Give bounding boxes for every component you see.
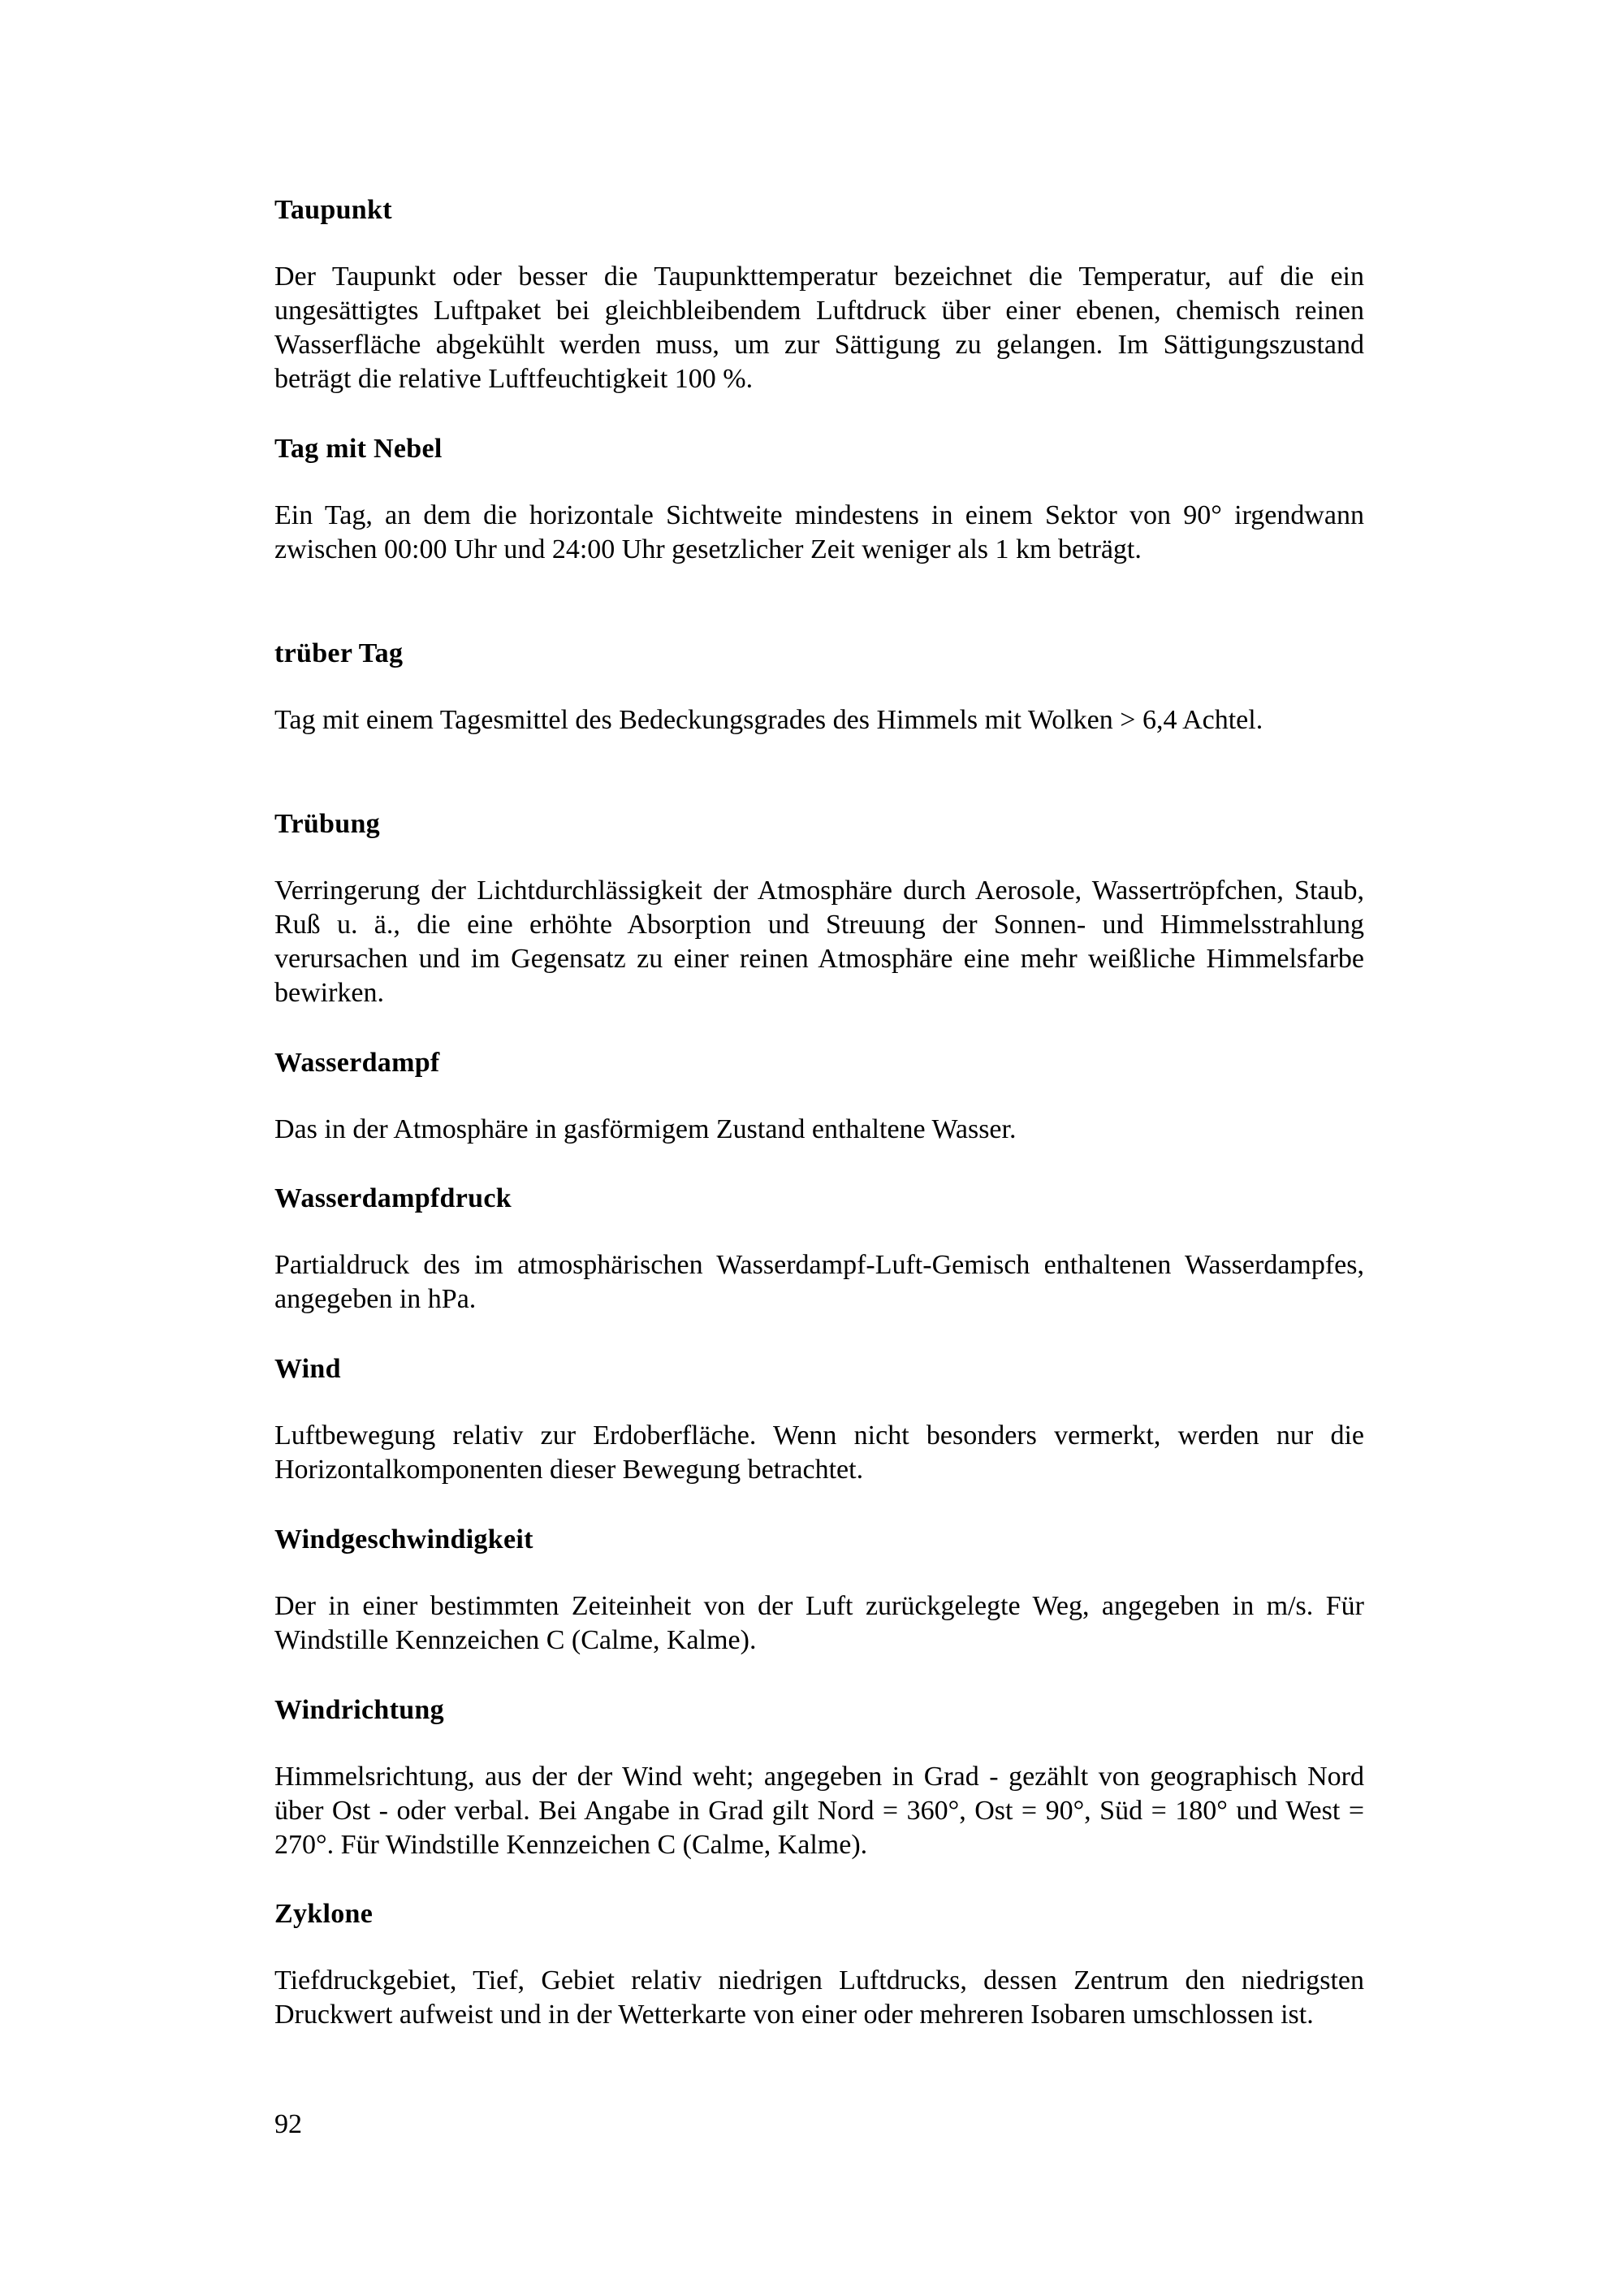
glossary-entry-windrichtung [274, 1693, 1364, 1862]
entry-term: Wasserdampfdruck [274, 1183, 512, 1213]
glossary-entry-trueber-tag [274, 637, 1364, 737]
entry-term: Windgeschwindigkeit [274, 1524, 533, 1554]
glossary-entry-windgeschwindigkeit [274, 1523, 1364, 1658]
entry-definition: Ein Tag, an dem die horizontale Sichtweite mindestens in einem Sektor von 90° irgendwann zwischen 00:00 Uhr und 24:00 Uhr gesetzlicher Zeit weniger als 1 km beträgt. [274, 500, 1364, 564]
entry-definition: Verringerung der Lichtdurchlässigkeit der Atmosphäre durch Aerosole, Wassertröpfchen, Staub, Ruß u. ä., die eine erhöhte Absorption und Streuung der Sonnen- und Himmelsstrahlung verursachen und im Gegensatz zu einer reinen Atmosphäre eine mehr weißliche Himmelsfarbe bewirken. [274, 876, 1364, 1008]
entry-term: Zyklone [274, 1899, 374, 1929]
glossary-entry-tag-mit-nebel [274, 432, 1364, 567]
glossary-entry-wasserdampfdruck [274, 1182, 1364, 1317]
entry-definition: Partialdruck des im atmosphärischen Wasserdampf-Luft-Gemisch enthaltenen Wasserdampfes, angegeben in hPa. [274, 1250, 1364, 1314]
entry-definition: Tag mit einem Tagesmittel des Bedeckungsgrades des Himmels mit Wolken > 6,4 Achtel. [274, 705, 1263, 735]
entry-term: trüber Tag [274, 638, 404, 668]
entry-definition: Das in der Atmosphäre in gasförmigem Zustand enthaltene Wasser. [274, 1114, 1017, 1144]
entry-term: Wasserdampf [274, 1048, 440, 1078]
glossary-entry-wind [274, 1352, 1364, 1487]
entry-term: Trübung [274, 809, 380, 839]
glossary-entry-zyklone [274, 1897, 1364, 2032]
entry-term: Windrichtung [274, 1695, 444, 1725]
entry-definition: Tiefdruckgebiet, Tief, Gebiet relativ niedrigen Luftdrucks, dessen Zentrum den niedrigsten Druckwert aufweist und in der Wetterkarte von einer oder mehreren Isobaren umschlossen ist. [274, 1965, 1364, 2030]
entry-term: Taupunkt [274, 195, 392, 225]
entry-definition: Luftbewegung relativ zur Erdoberfläche. Wenn nicht besonders vermerkt, werden nur die Horizontalkomponenten dieser Bewegung betrachtet. [274, 1420, 1364, 1485]
glossary-entry-truebung [274, 807, 1364, 1010]
entry-definition: Himmelsrichtung, aus der der Wind weht; angegeben in Grad - gezählt von geographisch Nord über Ost - oder verbal. Bei Angabe in Grad gilt Nord = 360°, Ost = 90°, Süd = 180° und West = 270°. Für Windstille Kennzeichen C (Calme, Kalme). [274, 1762, 1364, 1860]
document-page [274, 0, 1364, 2296]
glossary-entry-taupunkt [274, 193, 1364, 396]
glossary-entry-wasserdampf [274, 1046, 1364, 1147]
entry-term: Wind [274, 1354, 341, 1384]
entry-definition: Der Taupunkt oder besser die Taupunkttemperatur bezeichnet die Temperatur, auf die ein ungesättigtes Luftpaket bei gleichbleibendem Luftdruck über einer ebenen, chemisch reinen Wasserfläche abgekühlt werden muss, um zur Sättigung zu gelangen. Im Sättigungszustand beträgt die relative Luftfeuchtigkeit 100 %. [274, 262, 1364, 394]
entry-definition: Der in einer bestimmten Zeiteinheit von der Luft zurückgelegte Weg, angegeben in m/s. Für Windstille Kennzeichen C (Calme, Kalme). [274, 1591, 1364, 1655]
page-number: 92 [274, 2109, 302, 2139]
entry-term: Tag mit Nebel [274, 434, 443, 464]
